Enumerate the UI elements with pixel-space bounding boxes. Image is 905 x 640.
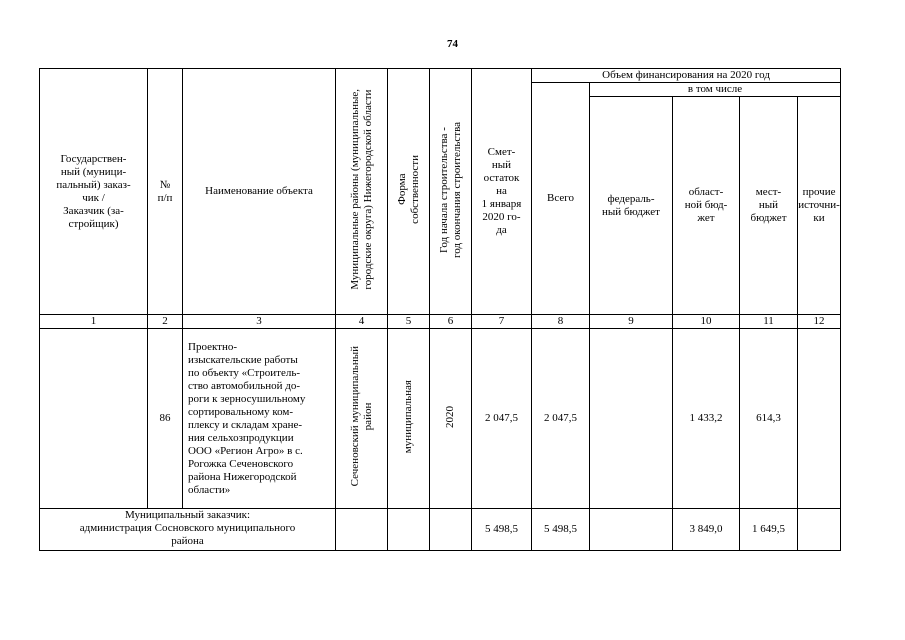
header-federal: федераль- ный бюджет bbox=[590, 97, 673, 315]
header-ownership-cell bbox=[388, 69, 430, 315]
total-empty-cell bbox=[336, 509, 388, 551]
total-federal bbox=[590, 509, 673, 551]
column-number: 4 bbox=[336, 315, 388, 329]
column-number: 11 bbox=[740, 315, 798, 329]
header-years-cell bbox=[430, 69, 472, 315]
row-object-name: Проектно- изыскательские работы по объекту «Строитель- ство автомобильной до- роги к зерносушильному сортировальному ком- плексу и складам хране- ния сельхозпродукции ООО «Регион Агро» в с. Рогожка Сеченовского района Нижегородской области» bbox=[183, 329, 336, 509]
column-number: 7 bbox=[472, 315, 532, 329]
row-district: Сеченовский муниципальный район bbox=[348, 346, 374, 487]
row-ownership: муниципальная bbox=[402, 379, 414, 454]
header-including: в том числе bbox=[590, 83, 841, 97]
column-number: 1 bbox=[40, 315, 148, 329]
page-number: 74 bbox=[447, 38, 458, 50]
column-number: 5 bbox=[388, 315, 430, 329]
header-total: Всего bbox=[532, 83, 590, 315]
row-district-cell bbox=[336, 329, 388, 509]
column-number: 9 bbox=[590, 315, 673, 329]
total-remainder: 5 498,5 bbox=[472, 509, 532, 551]
column-number: 12 bbox=[798, 315, 841, 329]
header-other: прочие источни- ки bbox=[798, 97, 841, 315]
row-other bbox=[798, 329, 841, 509]
row-total: 2 047,5 bbox=[532, 329, 590, 509]
column-number: 2 bbox=[148, 315, 183, 329]
header-years: Год начала строительства - год окончания строительства bbox=[437, 121, 463, 258]
header-local: мест- ный бюджет bbox=[740, 97, 798, 315]
total-label: Муниципальный заказчик: администрация Сосновского муниципального района bbox=[40, 509, 336, 551]
row-federal bbox=[590, 329, 673, 509]
column-number: 3 bbox=[183, 315, 336, 329]
column-number: 8 bbox=[532, 315, 590, 329]
header-districts-cell bbox=[336, 69, 388, 315]
row-remainder: 2 047,5 bbox=[472, 329, 532, 509]
column-number: 6 bbox=[430, 315, 472, 329]
header-row-1 bbox=[40, 69, 841, 83]
header-customer: Государствен- ный (муници- пальный) заказ- чик / Заказчик (за- стройщик) bbox=[40, 69, 148, 315]
header-financing: Объем финансирования на 2020 год bbox=[532, 69, 841, 83]
total-regional: 3 849,0 bbox=[673, 509, 740, 551]
total-local: 1 649,5 bbox=[740, 509, 798, 551]
financing-table bbox=[39, 68, 841, 551]
total-total: 5 498,5 bbox=[532, 509, 590, 551]
column-number-row bbox=[40, 315, 841, 329]
row-years-cell bbox=[430, 329, 472, 509]
row-local: 614,3 bbox=[740, 329, 798, 509]
table-row bbox=[40, 329, 841, 509]
row-customer bbox=[40, 329, 148, 509]
header-regional: област- ной бюд- жет bbox=[673, 97, 740, 315]
header-remainder: Смет- ный остаток на 1 января 2020 го- да bbox=[472, 69, 532, 315]
total-empty-cell bbox=[388, 509, 430, 551]
total-empty-cell bbox=[430, 509, 472, 551]
total-row bbox=[40, 509, 841, 551]
row-number: 86 bbox=[148, 329, 183, 509]
total-other bbox=[798, 509, 841, 551]
row-regional: 1 433,2 bbox=[673, 329, 740, 509]
header-ownership: Форма собственности bbox=[395, 155, 421, 224]
row-years: 2020 bbox=[444, 405, 456, 428]
header-object-name: Наименование объекта bbox=[183, 69, 336, 315]
column-number: 10 bbox=[673, 315, 740, 329]
header-number: № п/п bbox=[148, 69, 183, 315]
header-districts: Муниципальные районы (муниципальные, городские округа) Нижегородской области bbox=[348, 89, 374, 290]
row-ownership-cell bbox=[388, 329, 430, 509]
